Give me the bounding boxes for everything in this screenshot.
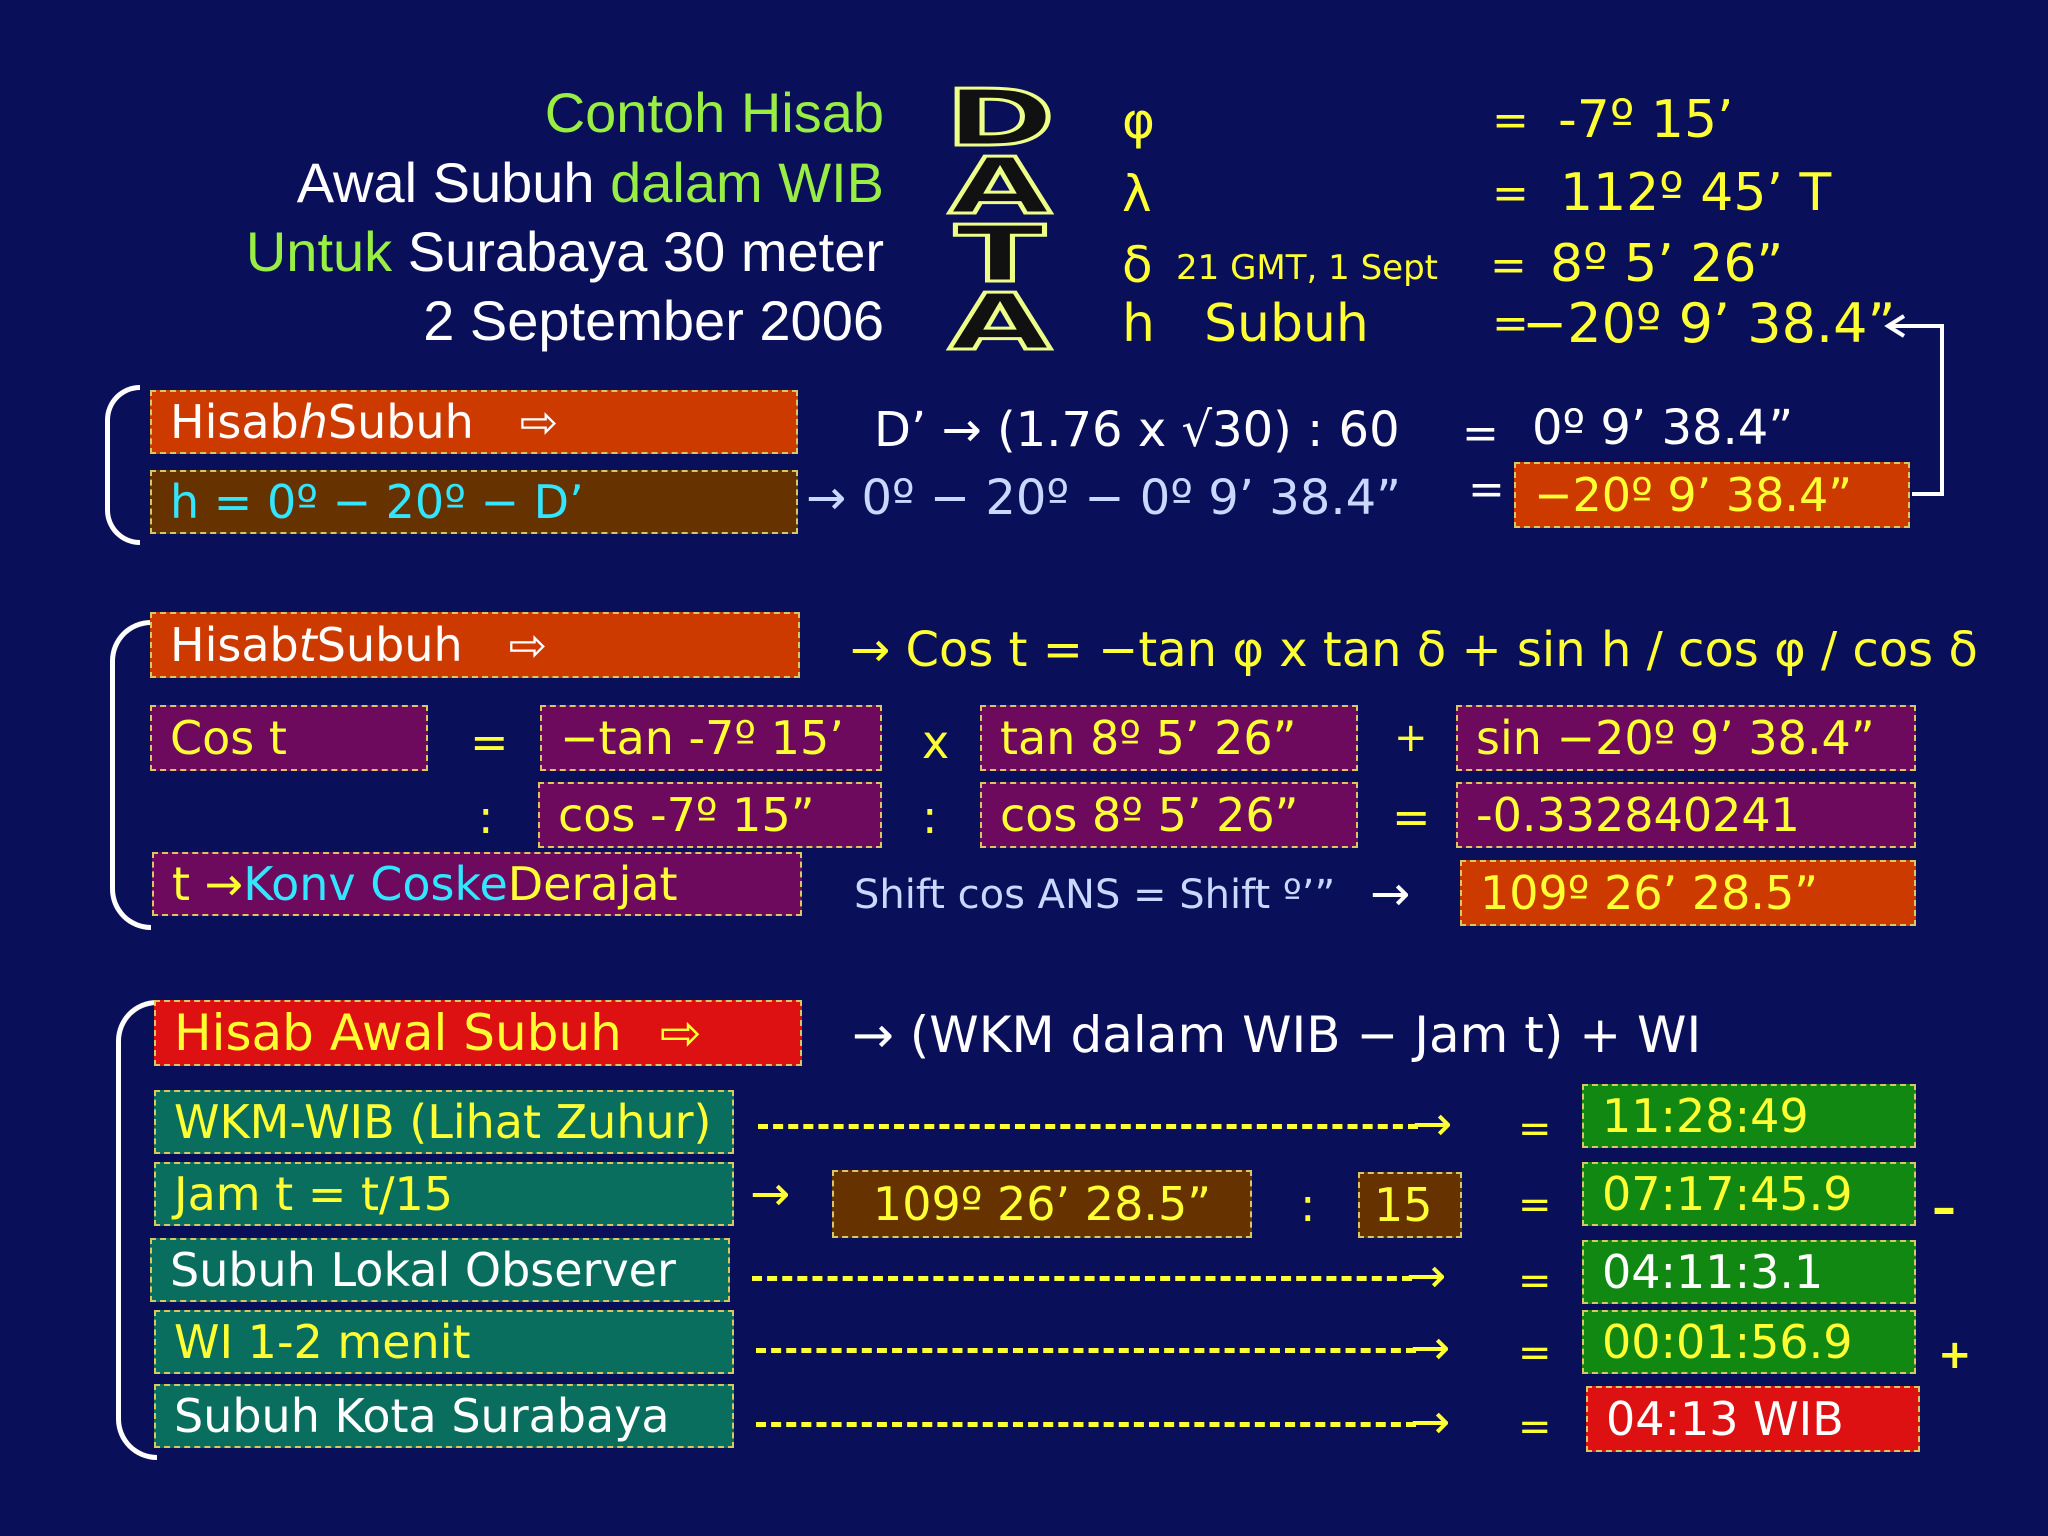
data-letter: A <box>948 142 1052 232</box>
data-note-h: Subuh <box>1204 294 1369 354</box>
data-eq: = <box>1492 95 1529 146</box>
t-conversion-label <box>152 852 802 916</box>
awal-row-label: WKM-WIB (Lihat Zuhur) <box>154 1090 734 1154</box>
title-line4: 2 September 2006 <box>423 289 884 352</box>
hisab-awal-title <box>154 1000 802 1066</box>
jam-divisor: 15 <box>1358 1172 1462 1238</box>
t-label-d: Derajat <box>507 857 678 911</box>
data-eq: = <box>1492 298 1529 349</box>
h-calc: → 0º − 20º − 0º 9’ 38.4” <box>806 470 1402 526</box>
awal-formula: → (WKM dalam WIB − Jam t) + WI <box>852 1006 1702 1064</box>
sin-h: sin −20º 9’ 38.4” <box>1456 705 1916 771</box>
shift-arrow: → <box>1370 866 1411 922</box>
t-value: 109º 26’ 28.5” <box>1460 860 1916 926</box>
dash-line <box>756 1348 1416 1353</box>
shift-instruction: Shift cos ANS = Shift º’” <box>854 872 1336 918</box>
awal-row-value: 11:28:49 <box>1582 1084 1916 1148</box>
colon-sign: : <box>922 790 938 844</box>
awal-row-label: WI 1-2 menit <box>154 1310 734 1374</box>
data-sym-lambda: λ <box>1122 165 1152 223</box>
data-val-h: −20º 9’ 38.4” <box>1522 292 1896 355</box>
data-eq: = <box>1492 168 1529 219</box>
data-letter: D <box>944 74 1056 164</box>
eq-sign: = <box>1518 1182 1552 1228</box>
title-line3-b: Surabaya 30 meter <box>407 220 884 283</box>
data-sym-delta: δ <box>1122 236 1153 294</box>
jam-t-degree: 109º 26’ 28.5” <box>832 1170 1252 1238</box>
colon-sign: : <box>1300 1178 1316 1232</box>
times-sign: x <box>922 715 950 769</box>
data-letter: T <box>954 210 1046 300</box>
data-val-phi: -7º 15’ <box>1558 90 1734 150</box>
data-val-delta: 8º 5’ 26” <box>1550 234 1784 294</box>
cos-phi: cos -7º 15” <box>538 782 882 848</box>
right-arrow-icon: ⇨ <box>519 395 559 449</box>
h-result: −20º 9’ 38.4” <box>1514 462 1910 528</box>
jam-arrow-icon: → <box>750 1166 791 1222</box>
eq-sign: = <box>1518 1330 1552 1376</box>
brace-awal <box>116 1000 157 1460</box>
awal-row-value: 00:01:56.9 <box>1582 1310 1916 1374</box>
dash-arrow-icon: → <box>1410 1394 1451 1450</box>
hisab-t-title-a: Hisab <box>170 618 299 672</box>
hisab-h-title-c: Subuh <box>327 395 474 449</box>
cos-value: -0.332840241 <box>1456 782 1916 848</box>
eq-sign: = <box>1392 790 1431 844</box>
data-sym-h: h <box>1122 294 1155 354</box>
cos-delta: cos 8º 5’ 26” <box>980 782 1358 848</box>
right-arrow-icon: ⇨ <box>659 1004 702 1062</box>
right-arrow-icon: ⇨ <box>508 618 548 672</box>
data-letter: A <box>948 278 1052 368</box>
t-label-b: Konv Cos <box>243 857 455 911</box>
hisab-h-title-a: Hisab <box>170 395 299 449</box>
dash-line <box>756 1422 1416 1427</box>
minus-operator: – <box>1932 1180 1956 1236</box>
hisab-h-title-b: h <box>298 395 328 449</box>
plus-sign: + <box>1394 715 1428 761</box>
eq-sign: = <box>1518 1258 1552 1304</box>
hisab-t-title <box>150 612 800 678</box>
data-note-delta: 21 GMT, 1 Sept <box>1176 248 1438 288</box>
final-result: 04:13 WIB <box>1586 1386 1920 1452</box>
hisab-t-title-b: t <box>298 618 317 672</box>
title-line2-b: dalam WIB <box>610 151 884 214</box>
hisab-awal-title-text: Hisab Awal Subuh <box>174 1004 622 1062</box>
colon-sign: : <box>478 790 494 844</box>
dprime-eq: = <box>1462 408 1499 459</box>
dprime-formula: D’ → (1.76 x √30) : 60 <box>874 402 1400 458</box>
dash-arrow-icon: → <box>1406 1248 1447 1304</box>
dash-line <box>752 1276 1412 1281</box>
formula-h: h = 0º − 20º − D’ <box>150 470 798 534</box>
eq-sign: = <box>1518 1106 1552 1152</box>
dash-arrow-icon: → <box>1412 1096 1453 1152</box>
data-sym-phi: φ <box>1122 92 1155 150</box>
dash-arrow-icon: → <box>1410 1320 1451 1376</box>
brace-t <box>110 620 151 930</box>
awal-row-value: 04:11:3.1 <box>1582 1240 1916 1304</box>
data-eq: = <box>1490 240 1527 291</box>
eq-sign: = <box>470 715 509 769</box>
t-label-a: t → <box>172 857 244 911</box>
awal-row-value: 07:17:45.9 <box>1582 1162 1916 1226</box>
tan-delta: tan 8º 5’ 26” <box>980 705 1358 771</box>
dprime-value: 0º 9’ 38.4” <box>1532 400 1794 456</box>
cos-t-formula: → Cos t = −tan φ x tan δ + sin h / cos φ / cos δ <box>850 622 1978 678</box>
awal-row-label: Jam t = t/15 <box>154 1162 734 1226</box>
title-line1: Contoh Hisab <box>544 81 884 144</box>
title-line2-a: Awal Subuh <box>296 151 611 214</box>
cos-t-label: Cos t <box>150 705 428 771</box>
title-line3-a: Untuk <box>245 220 408 283</box>
data-val-lambda: 112º 45’ T <box>1560 163 1832 223</box>
tan-phi: −tan -7º 15’ <box>540 705 882 771</box>
dash-line <box>758 1124 1418 1129</box>
t-label-c: ke <box>454 857 508 911</box>
eq-sign: = <box>1518 1404 1552 1450</box>
awal-row-label: Subuh Kota Surabaya <box>154 1384 734 1448</box>
awal-row-label: Subuh Lokal Observer <box>150 1238 730 1302</box>
h-calc-eq: = <box>1468 464 1505 515</box>
hisab-t-title-c: Subuh <box>316 618 463 672</box>
plus-operator: + <box>1938 1332 1972 1378</box>
